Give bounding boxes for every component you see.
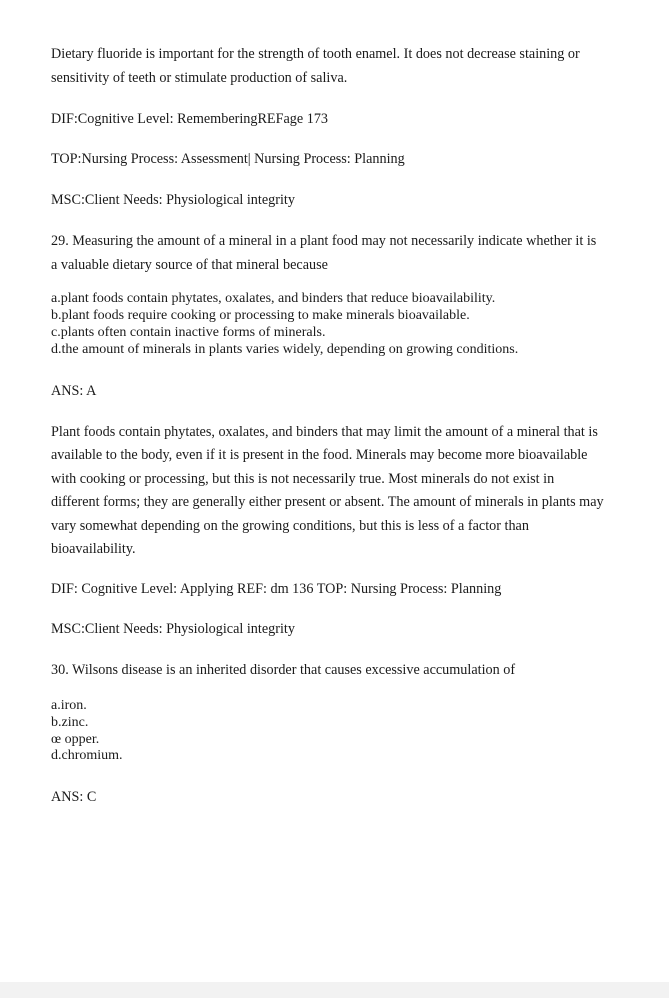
q30-answer: ANS: C xyxy=(51,789,97,805)
q28-msc-line: MSC:Client Needs: Physiological integrity xyxy=(51,192,295,208)
q30-option-a: a.iron. xyxy=(51,698,87,713)
q29-option-a: a.plant foods contain phytates, oxalates, and binders that reduce bioavailability. xyxy=(51,291,496,306)
q28-dif-line: DIF:Cognitive Level: RememberingREFage 173 xyxy=(51,111,329,127)
q29-rationale-line-4: different forms; they are generally either present or absent. The amount of minerals in plants may xyxy=(51,494,604,510)
q30-option-b: b.zinc. xyxy=(51,715,89,730)
q28-top-line: TOP:Nursing Process: Assessment| Nursing Process: Planning xyxy=(51,151,405,167)
q29-rationale-line-5: vary somewhat depending on the growing conditions, but this is less of a factor than xyxy=(51,518,529,534)
explanation-line-1: Dietary fluoride is important for the strength of tooth enamel. It does not decrease staining or xyxy=(51,46,580,62)
q29-answer: ANS: A xyxy=(51,383,97,399)
q29-rationale-line-3: with cooking or processing, but this is not necessarily true. Most minerals do not exist in xyxy=(51,471,555,487)
q29-option-b: b.plant foods require cooking or processing to make minerals bioavailable. xyxy=(51,308,470,323)
explanation-line-2: sensitivity of teeth or stimulate production of saliva. xyxy=(51,70,348,86)
q29-option-d: d.the amount of minerals in plants varies widely, depending on growing conditions. xyxy=(51,342,519,357)
q29-rationale-line-1: Plant foods contain phytates, oxalates, and binders that may limit the amount of a mineral that is xyxy=(51,424,598,440)
q29-rationale-line-6: bioavailability. xyxy=(51,541,136,557)
q29-rationale-line-2: available to the body, even if it is present in the food. Minerals may become more bioavailable xyxy=(51,447,588,463)
page-bottom-edge xyxy=(0,982,669,998)
q29-stem-line-1: 29. Measuring the amount of a mineral in a plant food may not necessarily indicate whether it is xyxy=(51,233,597,249)
q29-msc-line: MSC:Client Needs: Physiological integrity xyxy=(51,621,295,637)
q30-option-d: d.chromium. xyxy=(51,748,123,763)
q30-option-c: œ opper. xyxy=(51,732,100,747)
q29-dif-ref-top-line: DIF: Cognitive Level: Applying REF: dm 136 TOP: Nursing Process: Planning xyxy=(51,581,502,597)
q29-stem-line-2: a valuable dietary source of that mineral because xyxy=(51,257,328,273)
q30-stem: 30. Wilsons disease is an inherited disorder that causes excessive accumulation of xyxy=(51,662,516,678)
q29-option-c: c.plants often contain inactive forms of minerals. xyxy=(51,325,326,340)
